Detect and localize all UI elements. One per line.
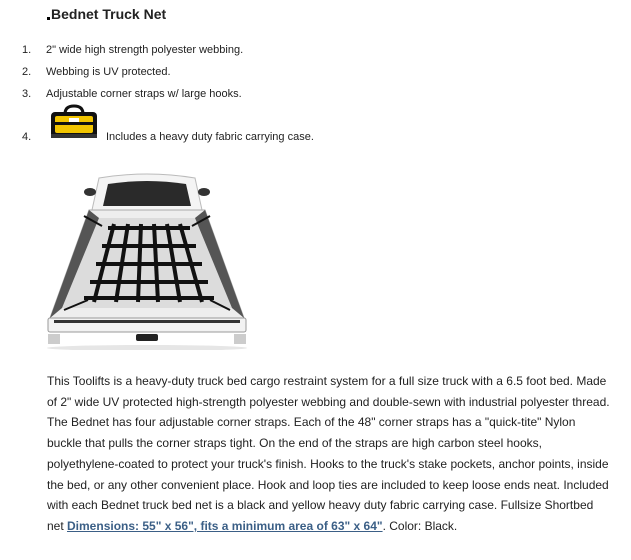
dimensions-link[interactable]: Dimensions: 55" x 56", fits a minimum area of 63" x 64" [67,518,383,533]
anchor-marker [47,17,50,20]
truck-bed-net-image [44,170,250,350]
carrying-case-image [49,104,99,140]
page-title: Bednet Truck Net [47,6,166,22]
product-description: This Toolifts is a heavy-duty truck bed cargo restraint system for a full size truck with a 6.5 foot bed. Made of 2" wide UV protected high-strength polyester webbing and double-sewn with industrial polyester thread. The Bednet has four adjustable corner straps. Each of the 48" corner straps has a "quick-tite" Nylon buckle that pulls the corner straps tight. On the end of the straps are high carbon steel hooks, polyethylene-coated to protect your truck's finish. Hooks to the truck's stake pockets, anchor points, inside the bed, or any other convenient place. Hook and loop ties are included to keep loose ends neat. Included with each Bednet truck bed net is a black and yellow heavy duty fabric carrying case. Fullsize Shortbed net Dimensions: 55" x 56", fits a minimum area of 63" x 64". Color: Black. [47,374,610,533]
